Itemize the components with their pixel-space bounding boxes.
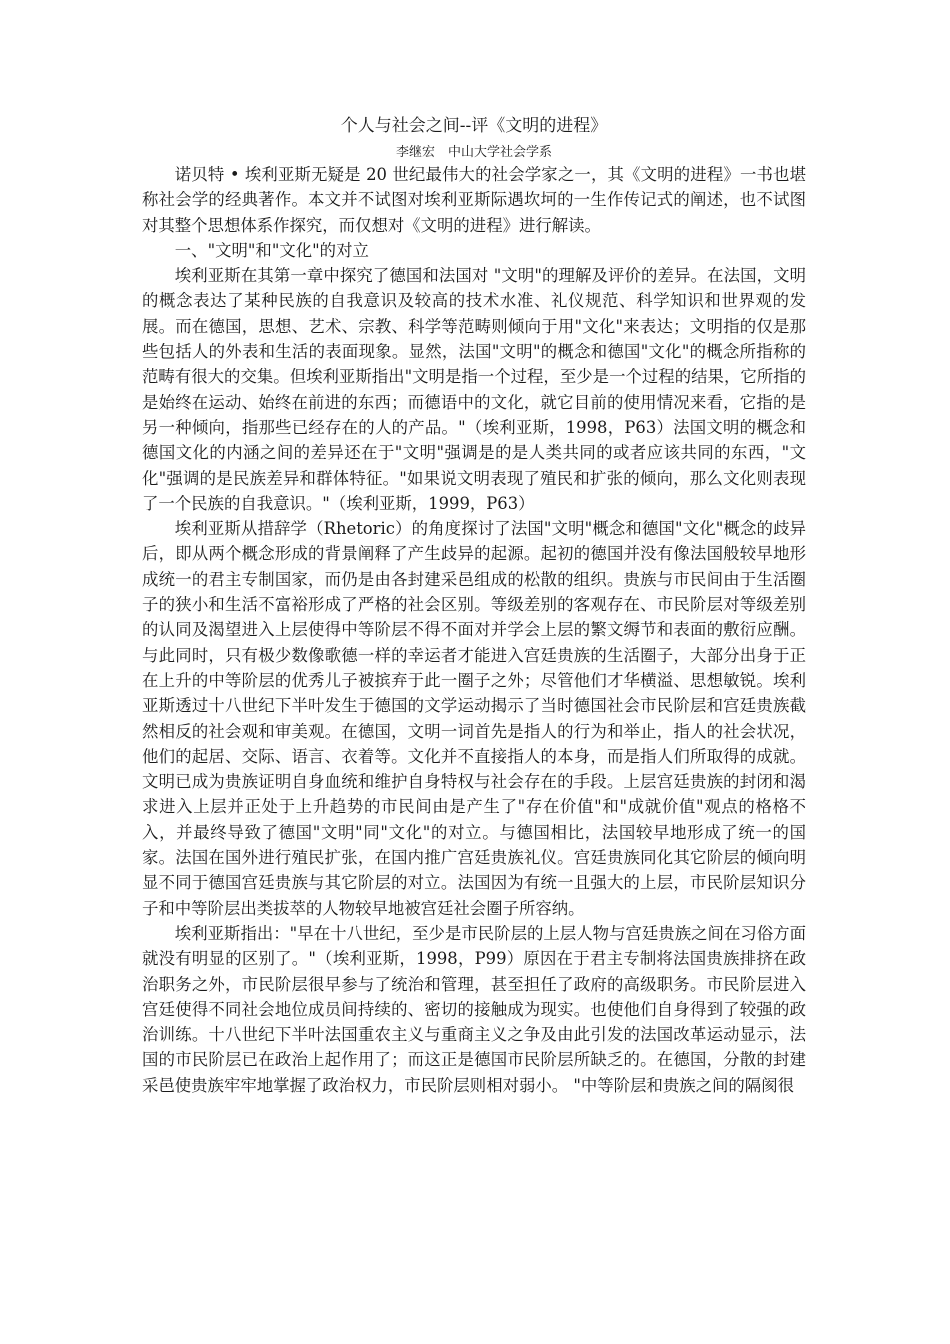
- body-paragraph: 埃利亚斯从措辞学（Rhetoric）的角度探讨了法国"文明"概念和德国"文化"概念的歧异后，即从两个概念形成的背景阐释了产生歧异的起源。起初的德国并没有像法国般较早地形成统一的君主专制国家，而仍是由各封建采邑组成的松散的组织。贵族与市民间由于生活圈子的狭小和生活不富裕形成了严格的社会区别。等级差别的客观存在、市民阶层对等级差别的认同及渴望进入上层使得中等阶层不得不面对并学会上层的繁文缛节和表面的敷衍应酬。与此同时，只有极少数像歌德一样的幸运者才能进入宫廷贵族的生活圈子，大部分出身于正在上升的中等阶层的优秀儿子被摈弃于此一圈子之外；尽管他们才华横溢、思想敏锐。埃利亚斯透过十八世纪下半叶发生于德国的文学运动揭示了当时德国社会市民阶层和宫廷贵族截然相反的社会观和审美观。在德国，文明一词首先是指人的行为和举止，指人的社会状况，他们的起居、交际、语言、衣着等。文化并不直接指人的本身，而是指人们所取得的成就。文明已成为贵族证明自身血统和维护自身特权与社会存在的手段。上层宫廷贵族的封闭和渴求进入上层并正处于上升趋势的市民间由是产生了"存在价值"和"成就价值"观点的格格不入，并最终导致了德国"文明"同"文化"的对立。与德国相比，法国较早地形成了统一的国家。法国在国外进行殖民扩张，在国内推广宫廷贵族礼仪。宫廷贵族同化其它阶层的倾向明显不同于德国宫廷贵族与其它阶层的对立。法国因为有统一且强大的上层，市民阶层知识分子和中等阶层出类拔萃的人物较早地被宫廷社会圈子所容纳。: [142, 519, 806, 918]
- author-line: 李继宏 中山大学社会学系: [395, 145, 552, 160]
- section-heading: 一、"文明"和"文化"的对立: [174, 240, 369, 260]
- document-body: [142, 114, 806, 1098]
- body-paragraph: 埃利亚斯在其第一章中探究了德国和法国对 "文明"的理解及评价的差异。在法国，文明的概念表达了某种民族的自我意识及较高的技术水准、礼仪规范、科学知识和世界观的发展。而在德国，思想、艺术、宗教、科学等范畴则倾向于用"文化"来表达；文明指的仅是那些包括人的外表和生活的表面现象。显然，法国"文明"的概念和德国"文化"的概念所指称的范畴有很大的交集。但埃利亚斯指出"文明是指一个过程，至少是一个过程的结果，它所指的是始终在运动、始终在前进的东西；而德语中的文化，就它目前的使用情况来看，它指的是另一种倾向，指那些已经存在的人的产品。"（埃利亚斯，1998，P63）法国文明的概念和德国文化的内涵之间的差异还在于"文明"强调是的是人类共同的或者应该共同的东西，"文化"强调的是民族差异和群体特征。"如果说文明表现了殖民和扩张的倾向，那么文化则表现了一个民族的自我意识。"（埃利亚斯，1999，P63）: [142, 266, 806, 513]
- intro-paragraph: 诺贝特 • 埃利亚斯无疑是 20 世纪最伟大的社会学家之一，其《文明的进程》一书也堪称社会学的经典著作。本文并不试图对埃利亚斯际遇坎坷的一生作传记式的阐述，也不试图对其整个思想体系作探究，而仅想对《文明的进程》进行解读。: [142, 165, 806, 235]
- page-title: 个人与社会之间--评《文明的进程》: [340, 116, 608, 136]
- body-paragraph: 埃利亚斯指出："早在十八世纪，至少是市民阶层的上层人物与宫廷贵族之间在习俗方面就没有明显的区别了。"（埃利亚斯，1998，P99）原因在于君主专制将法国贵族排挤在政治职务之外，市民阶层很早参与了统治和管理，甚至担任了政府的高级职务。市民阶层进入宫廷使得不同社会地位成员间持续的、密切的接触成为现实。也使他们自身得到了较强的政治训练。十八世纪下半叶法国重农主义与重商主义之争及由此引发的法国改革运动显示，法国的市民阶层已在政治上起作用了；而这正是德国市民阶层所缺乏的。在德国，分散的封建采邑使贵族牢牢地掌握了政治权力，市民阶层则相对弱小。 "中等阶层和贵族之间的隔阂很: [142, 923, 806, 1095]
